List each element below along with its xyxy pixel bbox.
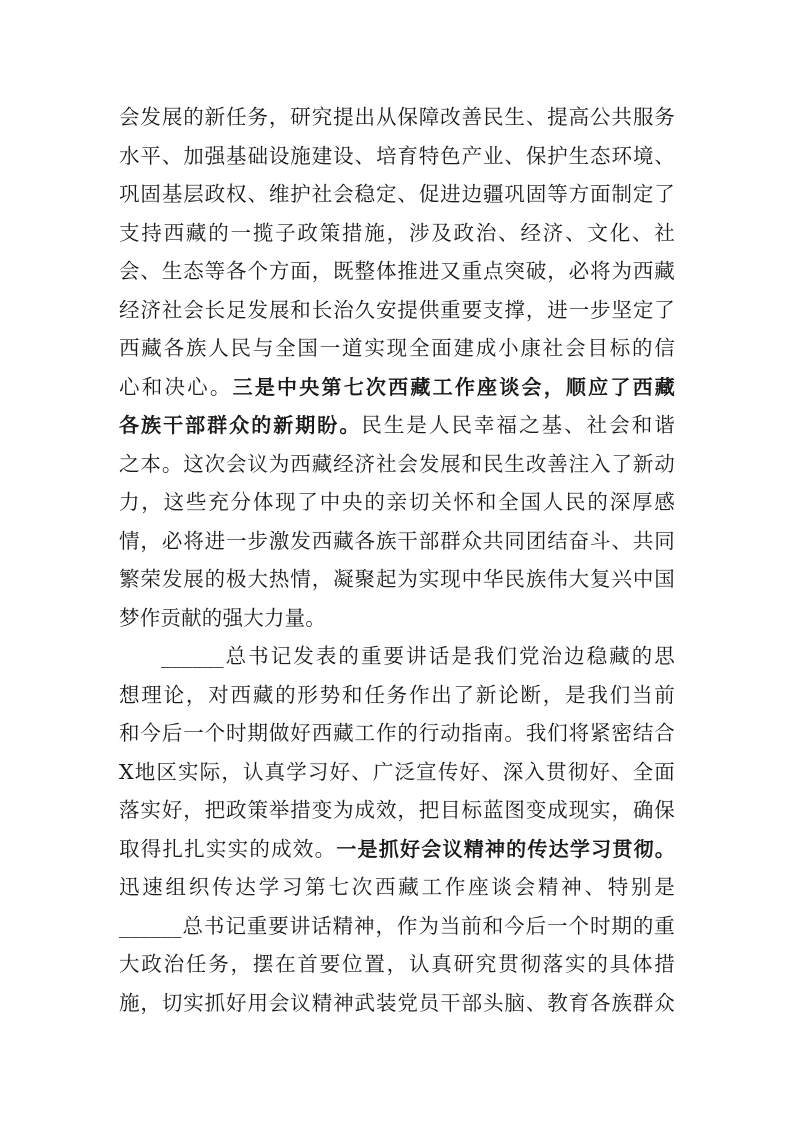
text-line: 西藏各族人民与全国一道实现全面建成小康社会目标的信 — [119, 336, 675, 360]
text-line: 大政治任务，摆在首要位置，认真研究贯彻落实的具体措 — [119, 952, 675, 976]
text-line: 水平、加强基础设施建设、培育特色产业、保护生态环境、 — [119, 143, 675, 168]
text-line: 力，这些充分体现了中央的亲切关怀和全国人民的深厚感 — [119, 490, 675, 514]
text-line: 巩固基层政权、维护社会稳定、促进边疆巩固等方面制定了 — [119, 182, 675, 206]
text-line: 迅速组织传达学习第七次西藏工作座谈会精神、特别是 — [119, 875, 675, 899]
text-line: 落实好，把政策举措变为成效，把目标蓝图变成现实，确保 — [119, 798, 675, 822]
bold-heading-text: 一是抓好会议精神的传达学习贯彻。 — [336, 836, 676, 861]
text-line: ______总书记发表的重要讲话是我们党治边稳藏的思 — [161, 644, 675, 668]
text-line: 施，切实抓好用会议精神武装党员干部头脑、教育各族群众 — [119, 990, 675, 1015]
plain-text: 取得扎扎实实的成效。 — [119, 836, 337, 861]
text-line — [119, 406, 675, 445]
text-line: 想理论，对西藏的形势和任务作出了新论断，是我们当前 — [119, 682, 675, 707]
text-line: 会发展的新任务，研究提出从保障改善民生、提高公共服务 — [119, 105, 675, 129]
text-line: 和今后一个时期做好西藏工作的行动指南。我们将紧密结合 — [119, 721, 675, 745]
bold-heading-text: 三是中央第七次西藏工作座谈会，顺应了西藏 — [232, 374, 676, 399]
document-body — [119, 98, 675, 1022]
text-line: 梦作贡献的强大力量。 — [119, 605, 326, 630]
text-line — [119, 830, 675, 869]
plain-text: 心和决心。 — [119, 374, 233, 399]
text-line: 经济社会长足发展和长治久安提供重要支撑，进一步坚定了 — [119, 297, 675, 322]
text-line: 会、生态等各个方面，既整体推进又重点突破，必将为西藏 — [119, 259, 675, 283]
text-line: X地区实际，认真学习好、广泛宣传好、深入贯彻好、全面 — [119, 759, 675, 784]
bold-heading-text: 各族干部群众的新期盼。 — [119, 413, 362, 437]
plain-text: 民生是人民幸福之基、社会和谐 — [361, 413, 675, 437]
text-line — [119, 368, 675, 407]
text-line: 繁荣发展的极大热情，凝聚起为实现中华民族伟大复兴中国 — [119, 567, 675, 591]
text-line: 之本。这次会议为西藏经济社会发展和民生改善注入了新动 — [119, 451, 675, 476]
text-line: 支持西藏的一揽子政策措施，涉及政治、经济、文化、社 — [119, 220, 675, 245]
text-line: ______总书记重要讲话精神，作为当前和今后一个时期的重 — [119, 913, 675, 938]
text-line: 情，必将进一步激发西藏各族干部群众共同团结奋斗、共同 — [119, 528, 675, 553]
